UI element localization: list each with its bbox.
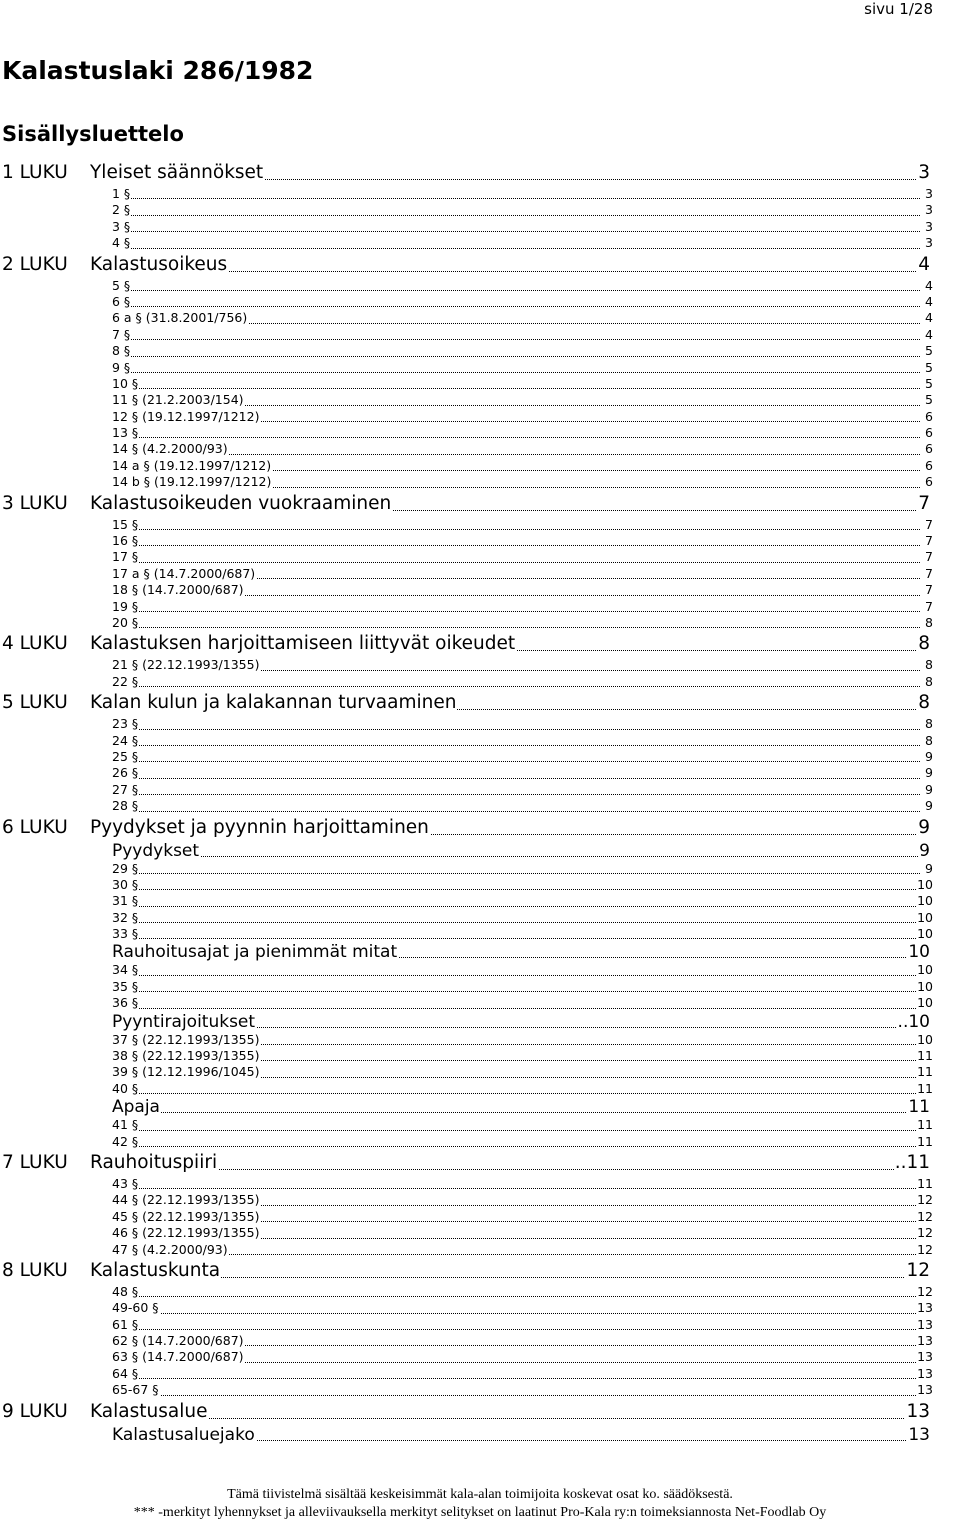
toc-label: Apaja bbox=[112, 1097, 160, 1118]
toc-label: 4 § bbox=[112, 235, 131, 251]
dot-leader bbox=[112, 729, 920, 730]
page-ref: 5 bbox=[925, 359, 933, 375]
footer-credits: *** -merkityt lyhennykset ja alleviivauksella merkityt selitykset on laatinut Pro-Kala ry:n toimeksiannosta Net-Foodlab Oy bbox=[133, 1505, 827, 1520]
dot-leader bbox=[112, 1378, 920, 1379]
dot-leader bbox=[112, 1112, 920, 1113]
toc-label bbox=[2, 815, 430, 841]
page-ref: 4 bbox=[925, 293, 933, 309]
toc-label: 19 § bbox=[112, 598, 139, 614]
page-ref: 7 bbox=[917, 491, 930, 517]
toc-entry[interactable] bbox=[0, 533, 960, 549]
toc-label: 42 § bbox=[112, 1133, 139, 1149]
page-ref: 13 bbox=[917, 1300, 933, 1316]
page-ref: 8 bbox=[917, 690, 930, 716]
page-ref: 10 bbox=[908, 942, 930, 963]
toc-chapter[interactable] bbox=[0, 815, 960, 841]
toc-label: 15 § bbox=[112, 516, 139, 532]
toc-label bbox=[2, 491, 392, 517]
toc-label: Pyyntirajoitukset bbox=[112, 1011, 256, 1032]
toc-label bbox=[2, 631, 516, 657]
dot-leader bbox=[112, 529, 920, 530]
toc-label: 28 § bbox=[112, 798, 139, 814]
page-ref: 11 bbox=[917, 1175, 933, 1191]
page-ref: 7 bbox=[925, 533, 933, 549]
toc-label: 17 a § (14.7.2000/687) bbox=[112, 565, 256, 581]
page-ref: 10 bbox=[917, 995, 933, 1011]
page-ref: 9 bbox=[925, 798, 933, 814]
toc-entry[interactable] bbox=[0, 716, 960, 732]
page-ref: 4 bbox=[917, 252, 930, 278]
dot-leader bbox=[112, 562, 920, 563]
toc-entry[interactable] bbox=[0, 1048, 960, 1064]
toc-label: 11 § (21.2.2003/154) bbox=[112, 392, 244, 408]
page-ref: 13 bbox=[905, 1399, 930, 1425]
toc-entry[interactable] bbox=[0, 441, 960, 457]
toc-label: 40 § bbox=[112, 1080, 139, 1096]
chapter-title: Kalastusoikeus bbox=[90, 253, 228, 275]
toc-label: 39 § (12.12.1996/1045) bbox=[112, 1064, 260, 1080]
dot-leader bbox=[112, 198, 920, 199]
toc-entry[interactable] bbox=[0, 186, 960, 202]
toc-entry[interactable] bbox=[0, 409, 960, 425]
dot-leader bbox=[112, 686, 920, 687]
toc-entry[interactable] bbox=[0, 1064, 960, 1080]
toc-label: 25 § bbox=[112, 748, 139, 764]
dot-leader bbox=[112, 856, 920, 857]
page-ref: 7 bbox=[925, 582, 933, 598]
page-ref: 5 bbox=[925, 343, 933, 359]
toc-label: 38 § (22.12.1993/1355) bbox=[112, 1048, 260, 1064]
toc-entry[interactable] bbox=[0, 733, 960, 749]
toc-entry[interactable] bbox=[0, 1081, 960, 1097]
toc-label: 16 § bbox=[112, 533, 139, 549]
toc-chapter[interactable] bbox=[0, 631, 960, 657]
dot-leader bbox=[112, 1093, 920, 1094]
toc-label bbox=[2, 1258, 221, 1284]
chapter-title: Yleiset säännökset bbox=[90, 162, 264, 183]
toc-chapter[interactable] bbox=[0, 690, 960, 716]
page-ref: 12 bbox=[917, 1192, 933, 1208]
page-ref: 10 bbox=[917, 876, 933, 892]
toc-label: 5 § bbox=[112, 277, 131, 293]
page-ref: 6 bbox=[925, 441, 933, 457]
toc-label: 9 § bbox=[112, 359, 131, 375]
chapter-title: Kalastuskunta bbox=[90, 1259, 221, 1281]
toc-label: 49-60 § bbox=[112, 1300, 159, 1316]
toc-label: 13 § bbox=[112, 425, 139, 441]
dot-leader bbox=[112, 248, 920, 249]
toc-label: 1 § bbox=[112, 186, 131, 201]
toc-entry[interactable] bbox=[0, 1366, 960, 1382]
toc-label: 63 § (14.7.2000/687) bbox=[112, 1349, 244, 1365]
dot-leader bbox=[112, 889, 920, 890]
toc-label: 21 § (22.12.1993/1355) bbox=[112, 657, 260, 673]
dot-leader bbox=[112, 1329, 920, 1330]
page-ref: 8 bbox=[917, 631, 930, 657]
toc-entry[interactable] bbox=[0, 327, 960, 343]
toc-subheading[interactable] bbox=[0, 1097, 960, 1117]
toc-subheading[interactable] bbox=[0, 1012, 960, 1032]
toc-entry[interactable] bbox=[0, 1176, 960, 1192]
page-ref: 13 bbox=[917, 1365, 933, 1381]
dot-leader bbox=[112, 938, 920, 939]
page-ref: 9 bbox=[925, 765, 933, 781]
toc-entry[interactable] bbox=[0, 674, 960, 690]
page-ref: 11 bbox=[917, 1064, 933, 1080]
dot-leader bbox=[112, 611, 920, 612]
dot-leader bbox=[112, 1395, 920, 1396]
dot-leader bbox=[112, 794, 920, 795]
page-ref: 3 bbox=[925, 235, 933, 251]
page-ref: 9 bbox=[917, 815, 930, 841]
page-ref: 13 bbox=[917, 1382, 933, 1398]
page-ref: 8 bbox=[925, 732, 933, 748]
toc-entry[interactable] bbox=[0, 962, 960, 978]
toc-entry[interactable] bbox=[0, 278, 960, 294]
page-ref: 12 bbox=[917, 1241, 933, 1257]
chapter-number: 6 LUKU bbox=[2, 816, 68, 838]
toc-label: 6 § bbox=[112, 293, 131, 309]
toc-label bbox=[2, 1399, 208, 1425]
dot-leader bbox=[112, 873, 920, 874]
toc-heading: Sisällysluettelo bbox=[2, 122, 184, 146]
dot-leader bbox=[112, 290, 920, 291]
toc-subheading[interactable] bbox=[0, 841, 960, 861]
page-ref: 10 bbox=[917, 926, 933, 942]
page-ref: 13 bbox=[917, 1316, 933, 1332]
dot-leader bbox=[112, 745, 920, 746]
toc-entry[interactable] bbox=[0, 877, 960, 893]
toc-entry[interactable] bbox=[0, 1032, 960, 1048]
toc-chapter[interactable] bbox=[0, 491, 960, 517]
page-ref: 3 bbox=[925, 186, 933, 201]
dot-leader bbox=[112, 454, 920, 455]
toc-entry[interactable] bbox=[0, 1284, 960, 1300]
chapter-number: 5 LUKU bbox=[2, 692, 68, 714]
dot-leader bbox=[112, 906, 920, 907]
dot-leader bbox=[112, 231, 920, 232]
dot-leader bbox=[112, 1130, 920, 1131]
toc-entry[interactable] bbox=[0, 517, 960, 533]
page-ref: 5 bbox=[925, 375, 933, 391]
toc-label: 31 § bbox=[112, 893, 139, 909]
toc-label bbox=[2, 160, 264, 186]
toc-entry[interactable] bbox=[0, 566, 960, 582]
page-ref: 10 bbox=[917, 893, 933, 909]
toc-entry[interactable] bbox=[0, 235, 960, 251]
page-number: sivu 1/28 bbox=[864, 0, 933, 18]
dot-leader bbox=[112, 761, 920, 762]
toc-label: 23 § bbox=[112, 716, 139, 732]
toc-label: 27 § bbox=[112, 781, 139, 797]
page-ref: 12 bbox=[917, 1283, 933, 1299]
page-ref: 8 bbox=[925, 716, 933, 732]
toc-entry[interactable] bbox=[0, 657, 960, 673]
page-ref: 11 bbox=[917, 1117, 933, 1133]
toc-entry[interactable] bbox=[0, 782, 960, 798]
chapter-title: Kalastusalue bbox=[90, 1400, 208, 1422]
toc-entry[interactable] bbox=[0, 310, 960, 326]
toc-label: 43 § bbox=[112, 1175, 139, 1191]
toc-label bbox=[2, 690, 457, 716]
toc-chapter[interactable] bbox=[0, 252, 960, 278]
page-ref: 6 bbox=[925, 474, 933, 490]
toc-label: 3 § bbox=[112, 218, 131, 234]
toc-label: 8 § bbox=[112, 343, 131, 359]
toc-label bbox=[2, 1150, 218, 1176]
page-ref: 7 bbox=[925, 549, 933, 565]
page-ref: ..11 bbox=[894, 1150, 930, 1176]
chapter-number: 9 LUKU bbox=[2, 1400, 68, 1422]
chapter-number: 7 LUKU bbox=[2, 1151, 68, 1173]
dot-leader bbox=[112, 1296, 920, 1297]
page-ref: 8 bbox=[925, 673, 933, 689]
toc-chapter[interactable] bbox=[0, 1258, 960, 1284]
chapter-number: 1 LUKU bbox=[2, 162, 68, 183]
dot-leader bbox=[112, 627, 920, 628]
document-title: Kalastuslaki 286/1982 bbox=[2, 56, 314, 85]
page-ref: 13 bbox=[917, 1349, 933, 1365]
page-ref: 12 bbox=[917, 1225, 933, 1241]
toc-entry[interactable] bbox=[0, 425, 960, 441]
dot-leader bbox=[112, 811, 920, 812]
toc-label: 18 § (14.7.2000/687) bbox=[112, 582, 244, 598]
toc-label: 35 § bbox=[112, 978, 139, 994]
toc-label: 64 § bbox=[112, 1365, 139, 1381]
toc-label: 36 § bbox=[112, 995, 139, 1011]
toc-entry[interactable] bbox=[0, 1333, 960, 1349]
toc-label: 22 § bbox=[112, 673, 139, 689]
page-ref: 13 bbox=[908, 1424, 930, 1445]
toc-label: 45 § (22.12.1993/1355) bbox=[112, 1208, 260, 1224]
toc-label: 20 § bbox=[112, 614, 139, 630]
page-ref: 7 bbox=[925, 598, 933, 614]
page-ref: 8 bbox=[925, 614, 933, 630]
chapter-title: Kalastuksen harjoittamiseen liittyvät oikeudet bbox=[90, 633, 516, 655]
toc-label: 62 § (14.7.2000/687) bbox=[112, 1333, 244, 1349]
dot-leader bbox=[112, 306, 920, 307]
page-ref: 10 bbox=[917, 962, 933, 978]
toc-label: Kalastusaluejako bbox=[112, 1424, 255, 1445]
chapter-number: 3 LUKU bbox=[2, 492, 68, 514]
page-ref: 9 bbox=[925, 781, 933, 797]
page-ref: 6 bbox=[925, 408, 933, 424]
page-ref: 3 bbox=[925, 202, 933, 218]
toc-entry[interactable] bbox=[0, 995, 960, 1011]
page-ref: 3 bbox=[925, 218, 933, 234]
toc-entry[interactable] bbox=[0, 1317, 960, 1333]
chapter-number: 2 LUKU bbox=[2, 253, 68, 275]
page-ref: 11 bbox=[917, 1048, 933, 1064]
page-ref: 4 bbox=[925, 326, 933, 342]
page-ref: 9 bbox=[919, 840, 930, 861]
toc-subheading[interactable] bbox=[0, 1425, 960, 1445]
toc-entry[interactable] bbox=[0, 1300, 960, 1316]
toc-label: 14 § (4.2.2000/93) bbox=[112, 441, 228, 457]
page-ref: 4 bbox=[925, 310, 933, 326]
toc-label: 14 a § (19.12.1997/1212) bbox=[112, 457, 272, 473]
toc-label: 7 § bbox=[112, 326, 131, 342]
toc-entry[interactable] bbox=[0, 749, 960, 765]
toc-label: 34 § bbox=[112, 962, 139, 978]
toc-label: Pyydykset bbox=[112, 840, 200, 861]
toc-label: 47 § (4.2.2000/93) bbox=[112, 1241, 228, 1257]
page-ref: 11 bbox=[908, 1097, 930, 1118]
toc-label: 2 § bbox=[112, 202, 131, 218]
chapter-title: Pyydykset ja pyynnin harjoittaminen bbox=[90, 816, 429, 838]
footer-note: Tämä tiivistelmä sisältää keskeisimmät kala-alan toimijoita koskevat osat ko. säädöksestä. bbox=[227, 1487, 733, 1502]
toc-entry[interactable] bbox=[0, 582, 960, 598]
dot-leader bbox=[112, 922, 920, 923]
page-ref: 3 bbox=[917, 160, 930, 186]
page-ref: 6 bbox=[925, 425, 933, 441]
chapter-title: Kalastusoikeuden vuokraaminen bbox=[90, 492, 392, 514]
toc-label: 44 § (22.12.1993/1355) bbox=[112, 1192, 260, 1208]
dot-leader bbox=[112, 1188, 920, 1189]
toc-label: 24 § bbox=[112, 732, 139, 748]
page-ref: 6 bbox=[925, 457, 933, 473]
page-ref: 13 bbox=[917, 1333, 933, 1349]
toc-label: 46 § (22.12.1993/1355) bbox=[112, 1225, 260, 1241]
toc-label: 61 § bbox=[112, 1316, 139, 1332]
toc-label: 10 § bbox=[112, 375, 139, 391]
toc-entry[interactable] bbox=[0, 893, 960, 909]
toc-label: 33 § bbox=[112, 926, 139, 942]
toc-entry[interactable] bbox=[0, 1349, 960, 1365]
page-ref: 12 bbox=[917, 1208, 933, 1224]
dot-leader bbox=[112, 778, 920, 779]
dot-leader bbox=[112, 437, 920, 438]
toc-entry[interactable] bbox=[0, 1242, 960, 1258]
page-ref: 8 bbox=[925, 657, 933, 673]
toc-chapter[interactable] bbox=[0, 1150, 960, 1176]
dot-leader bbox=[112, 215, 920, 216]
toc-entry[interactable] bbox=[0, 1225, 960, 1241]
dot-leader bbox=[112, 339, 920, 340]
toc-entry[interactable] bbox=[0, 979, 960, 995]
toc-entry[interactable] bbox=[0, 458, 960, 474]
toc-entry[interactable] bbox=[0, 392, 960, 408]
toc-entry[interactable] bbox=[0, 765, 960, 781]
page-ref: 11 bbox=[917, 1133, 933, 1149]
chapter-title: Kalan kulun ja kalakannan turvaaminen bbox=[90, 692, 457, 714]
dot-leader bbox=[112, 388, 920, 389]
page-ref: 4 bbox=[925, 277, 933, 293]
toc-label: 14 b § (19.12.1997/1212) bbox=[112, 474, 272, 490]
toc-entry[interactable] bbox=[0, 910, 960, 926]
table-of-contents bbox=[0, 160, 960, 1445]
toc-entry[interactable] bbox=[0, 615, 960, 631]
toc-label: 30 § bbox=[112, 876, 139, 892]
toc-entry[interactable] bbox=[0, 599, 960, 615]
toc-label: 37 § (22.12.1993/1355) bbox=[112, 1031, 260, 1047]
toc-label: 26 § bbox=[112, 765, 139, 781]
toc-subheading[interactable] bbox=[0, 942, 960, 962]
toc-entry[interactable] bbox=[0, 474, 960, 490]
toc-label: 17 § bbox=[112, 549, 139, 565]
page-ref: 7 bbox=[925, 516, 933, 532]
toc-chapter[interactable] bbox=[0, 160, 960, 186]
dot-leader bbox=[112, 1146, 920, 1147]
toc-entry[interactable] bbox=[0, 926, 960, 942]
toc-label: Rauhoitusajat ja pienimmät mitat bbox=[112, 942, 398, 963]
toc-entry[interactable] bbox=[0, 219, 960, 235]
toc-entry[interactable] bbox=[0, 1192, 960, 1208]
page-ref: 7 bbox=[925, 565, 933, 581]
chapter-title: Rauhoituspiiri bbox=[90, 1151, 218, 1173]
dot-leader bbox=[112, 975, 920, 976]
page-ref: 9 bbox=[925, 860, 933, 876]
toc-label: 29 § bbox=[112, 860, 139, 876]
toc-entry[interactable] bbox=[0, 1382, 960, 1398]
dot-leader bbox=[112, 356, 920, 357]
page-ref: 5 bbox=[925, 392, 933, 408]
toc-entry[interactable] bbox=[0, 798, 960, 814]
dot-leader bbox=[112, 1008, 920, 1009]
page-ref: 10 bbox=[917, 909, 933, 925]
toc-label: 48 § bbox=[112, 1283, 139, 1299]
toc-label: 41 § bbox=[112, 1117, 139, 1133]
dot-leader bbox=[112, 1254, 920, 1255]
toc-entry[interactable] bbox=[0, 1134, 960, 1150]
toc-entry[interactable] bbox=[0, 202, 960, 218]
toc-entry[interactable] bbox=[0, 360, 960, 376]
dot-leader bbox=[112, 372, 920, 373]
dot-leader bbox=[112, 545, 920, 546]
toc-label: 32 § bbox=[112, 909, 139, 925]
toc-entry[interactable] bbox=[0, 549, 960, 565]
toc-label: 65-67 § bbox=[112, 1382, 159, 1398]
page-ref: 11 bbox=[917, 1080, 933, 1096]
page-ref: 12 bbox=[905, 1258, 930, 1284]
page-ref: ..10 bbox=[897, 1011, 930, 1032]
toc-label: 6 a § (31.8.2001/756) bbox=[112, 310, 248, 326]
toc-label: 12 § (19.12.1997/1212) bbox=[112, 408, 260, 424]
toc-label bbox=[2, 252, 228, 278]
toc-entry[interactable] bbox=[0, 343, 960, 359]
chapter-number: 8 LUKU bbox=[2, 1259, 68, 1281]
dot-leader bbox=[112, 991, 920, 992]
chapter-number: 4 LUKU bbox=[2, 633, 68, 655]
toc-entry[interactable] bbox=[0, 294, 960, 310]
dot-leader bbox=[112, 1313, 920, 1314]
page-ref: 10 bbox=[917, 1031, 933, 1047]
page-ref: 10 bbox=[917, 978, 933, 994]
page-ref: 9 bbox=[925, 748, 933, 764]
toc-chapter[interactable] bbox=[0, 1399, 960, 1425]
toc-entry[interactable] bbox=[0, 1117, 960, 1133]
toc-entry[interactable] bbox=[0, 861, 960, 877]
toc-entry[interactable] bbox=[0, 1209, 960, 1225]
toc-entry[interactable] bbox=[0, 376, 960, 392]
